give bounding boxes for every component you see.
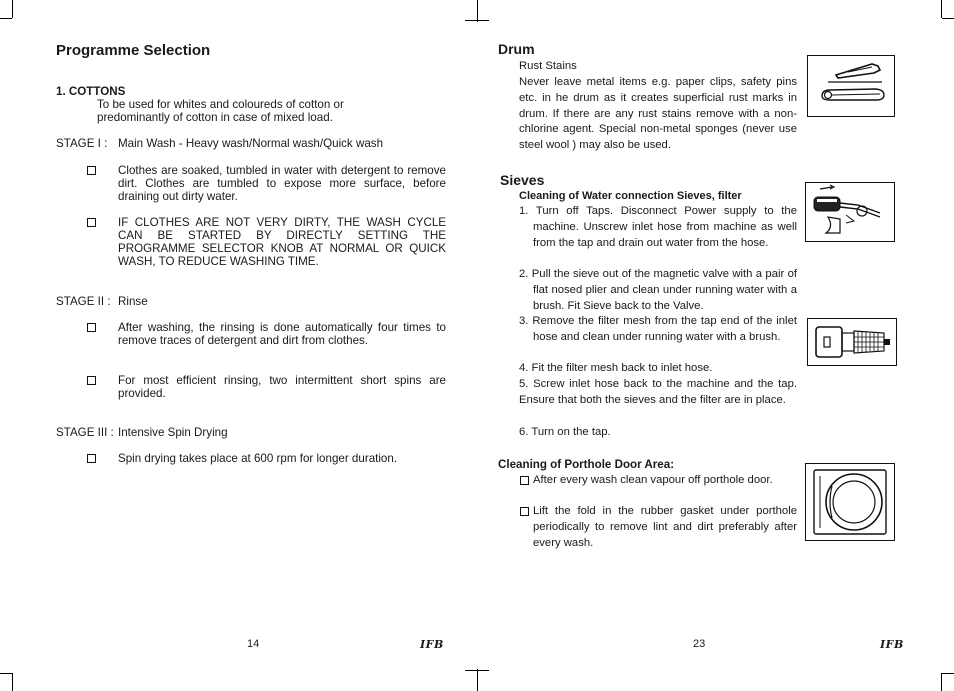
drum-heading: Drum	[498, 41, 535, 57]
porthole-heading: Cleaning of Porthole Door Area:	[498, 458, 675, 471]
checkbox-bullet-icon	[520, 476, 529, 488]
list-item: 6. Turn on the tap.	[519, 426, 611, 438]
section-description: To be used for whites and coloureds of cotton or	[97, 98, 344, 111]
list-item: Spin drying takes place at 600 rpm for longer duration.	[118, 452, 398, 465]
page-number: 14	[247, 638, 260, 650]
stage-text: Rinse	[118, 295, 148, 308]
plier-sieve-icon	[805, 182, 895, 242]
list-item: After washing, the rinsing is done automatically four times to remove traces of detergent and dirt from clothes.	[118, 321, 446, 347]
sieves-subheading: Cleaning of Water connection Sieves, filter	[519, 190, 742, 202]
list-item: IF CLOTHES ARE NOT VERY DIRTY, THE WASH CYCLE CAN BE STARTED BY DIRECTLY SETTING THE PROGRAMME SELECTOR KNOB AT NORMAL OR QUICK WASH, TO REDUCE WASHING TIME.	[118, 216, 446, 268]
sieves-step-3	[519, 314, 797, 346]
porthole-door-icon	[805, 463, 895, 541]
filter-mesh-icon	[807, 318, 897, 366]
list-item: 4. Fit the filter mesh back to inlet hose.	[519, 362, 713, 374]
checkbox-bullet-icon	[87, 376, 96, 388]
checkbox-bullet-icon	[87, 454, 96, 466]
checkbox-bullet-icon	[520, 507, 529, 519]
list-item: For most efficient rinsing, two intermittent short spins are provided.	[118, 374, 446, 400]
page-title: Programme Selection	[56, 42, 211, 59]
sieves-heading: Sieves	[500, 172, 545, 188]
stage-label: STAGE III :	[56, 426, 114, 439]
list-item: 2. Pull the sieve out of the magnetic valve with a pair of flat nosed plier and clean under running water with a brush. Fit Sieve back to the Valve.	[519, 268, 797, 312]
list-item: Clothes are soaked, tumbled in water with detergent to remove dirt. Clothes are tumbled to expose more surface, before draining out dirty water.	[118, 164, 446, 203]
section-description: predominantly of cotton in case of mixed load.	[97, 111, 333, 124]
stage-text: Intensive Spin Drying	[118, 426, 228, 439]
stage-label: STAGE I :	[56, 137, 108, 150]
list-item: 3. Remove the filter mesh from the tap end of the inlet hose and clean under running water with a brush.	[519, 315, 797, 343]
right-page	[477, 0, 954, 691]
list-item: After every wash clean vapour off porthole door.	[533, 474, 773, 486]
checkbox-bullet-icon	[87, 166, 96, 178]
paperclip-safety-pin-icon	[807, 55, 895, 117]
list-item: 1. Turn off Taps. Disconnect Power supply to the machine. Unscrew inlet hose from machine as well from the tap and drain out water from the hose.	[519, 205, 797, 249]
checkbox-bullet-icon	[87, 218, 96, 230]
brand-logo: IFB	[880, 638, 904, 651]
brand-logo: IFB	[420, 638, 444, 651]
sieves-step-2	[519, 267, 797, 314]
drum-paragraph: Never leave metal items e.g. paper clips, safety pins etc. in he drum as it creates superficial rust marks in drum. If there are any rust stains remove with a non-chlorine agent. Special non-metal sponges (never use steel wool ) may also be used.	[519, 76, 797, 152]
stage-text: Main Wash - Heavy wash/Normal wash/Quick wash	[118, 137, 384, 150]
page-number: 23	[693, 638, 706, 650]
section-heading: 1. COTTONS	[56, 85, 126, 98]
stage-label: STAGE II :	[56, 295, 111, 308]
drum-subheading: Rust Stains	[519, 60, 577, 72]
sieves-step-1	[519, 204, 797, 251]
checkbox-bullet-icon	[87, 323, 96, 335]
list-item: 5. Screw inlet hose back to the machine and the tap. Ensure that both the sieves and the filter are in place.	[519, 378, 797, 406]
list-item: Lift the fold in the rubber gasket under porthole periodically to remove lint and dirt preferably after every wash.	[533, 505, 797, 549]
